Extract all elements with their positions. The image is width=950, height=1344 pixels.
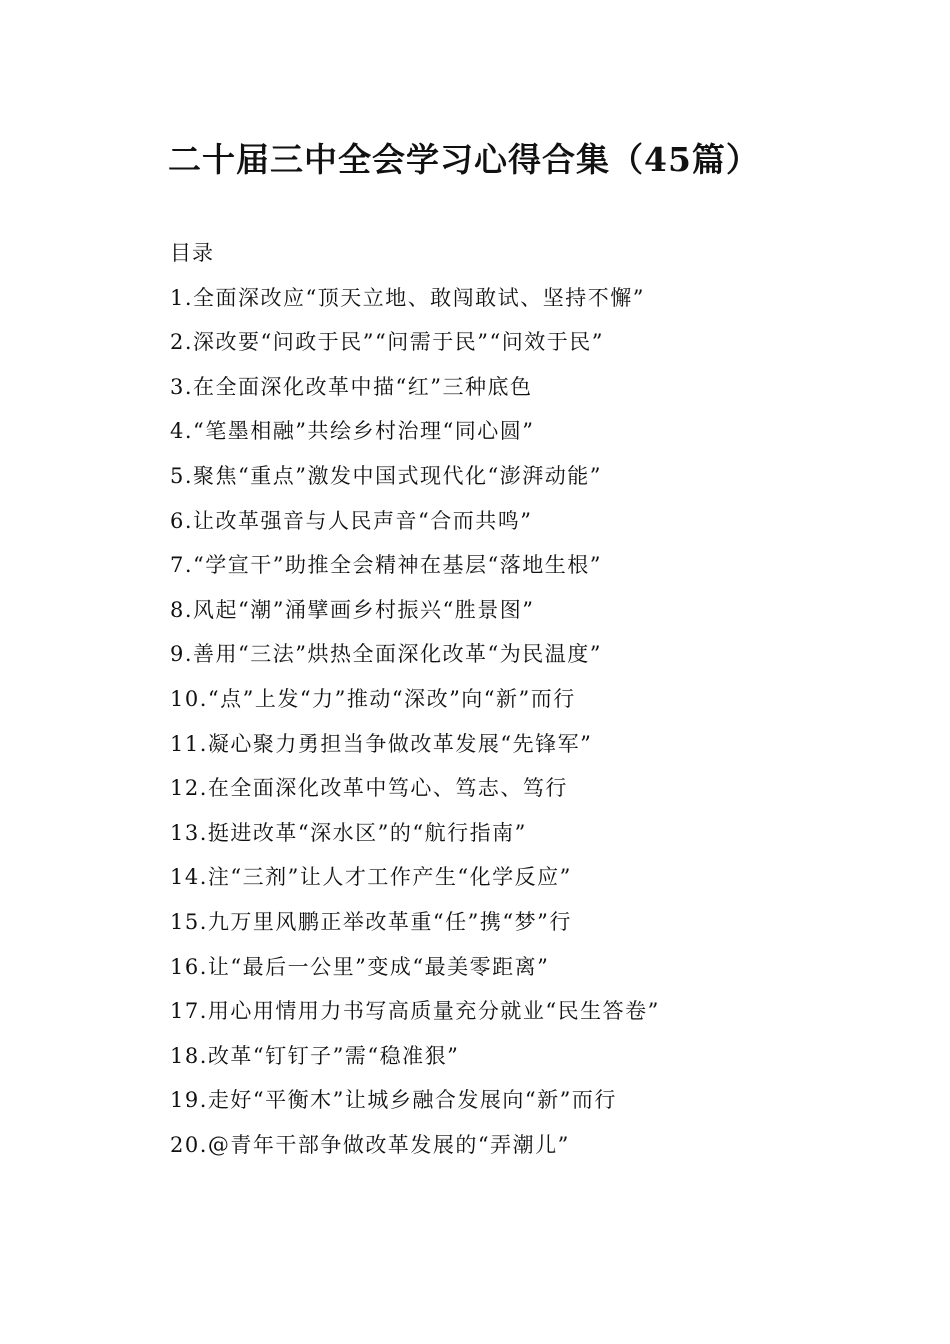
toc-item: 19.走好“平衡木”让城乡融合发展向“新”而行	[170, 1088, 617, 1113]
toc-list	[170, 276, 810, 1168]
toc-item: 10.“点”上发“力”推动“深改”向“新”而行	[170, 686, 576, 711]
toc-item: 4.“笔墨相融”共绘乡村治理“同心圆”	[170, 419, 535, 444]
toc-item: 13.挺进改革“深水区”的“航行指南”	[170, 820, 527, 845]
toc-item: 7.“学宣干”助推全会精神在基层“落地生根”	[170, 553, 602, 578]
toc-item: 18.改革“钉钉子”需“稳准狠”	[170, 1043, 460, 1068]
toc-item: 5.聚焦“重点”激发中国式现代化“澎湃动能”	[170, 463, 602, 488]
toc-item: 8.风起“潮”涌擘画乡村振兴“胜景图”	[170, 597, 535, 622]
toc-item: 2.深改要“问政于民”“问需于民”“问效于民”	[170, 330, 604, 355]
toc-item: 15.九万里风鹏正举改革重“任”携“梦”行	[170, 909, 572, 934]
table-of-contents	[170, 231, 810, 1167]
toc-item: 1.全面深改应“顶天立地、敢闯敢试、坚持不懈”	[170, 285, 646, 310]
toc-item: 14.注“三剂”让人才工作产生“化学反应”	[170, 865, 572, 890]
document-title: 二十届三中全会学习心得合集（45篇）	[168, 140, 760, 179]
toc-item: 6.让改革强音与人民声音“合而共鸣”	[170, 508, 533, 533]
toc-item: 16.让“最后一公里”变成“最美零距离”	[170, 954, 550, 979]
toc-item: 17.用心用情用力书写高质量充分就业“民生答卷”	[170, 999, 660, 1024]
toc-item: 9.善用“三法”烘热全面深化改革“为民温度”	[170, 642, 602, 667]
toc-item: 11.凝心聚力勇担当争做改革发展“先锋军”	[170, 731, 593, 756]
toc-item: 12.在全面深化改革中笃心、笃志、笃行	[170, 776, 568, 801]
toc-heading: 目录	[170, 241, 214, 265]
toc-item: 3.在全面深化改革中描“红”三种底色	[170, 374, 533, 399]
toc-item: 20.@青年干部争做改革发展的“弄潮儿”	[170, 1132, 570, 1157]
